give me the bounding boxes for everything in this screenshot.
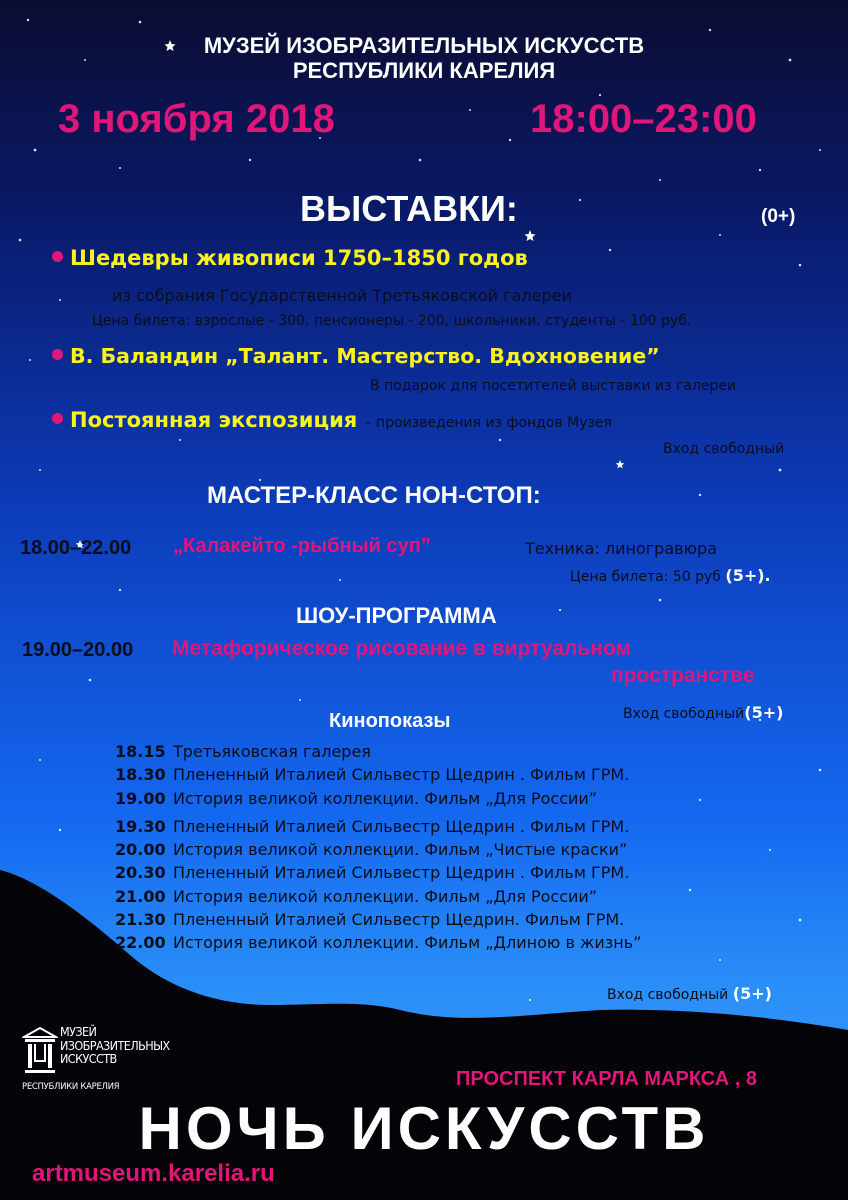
show-age: (5+) — [744, 703, 784, 722]
exhibitions-age-rating: (0+) — [761, 206, 796, 227]
masterclass-price-line — [570, 566, 771, 585]
show-entry: Вход свободный — [623, 706, 745, 722]
bullet-icon — [52, 413, 63, 424]
film-time: 19.30 — [115, 816, 166, 836]
exhibition-item-3-title: Постоянная экспозиция — [70, 408, 358, 432]
exhibition-item-1-subtitle: из собрания Государственной Третьяковской галереи — [112, 286, 572, 305]
exhibition-item-2-note: В подарок для посетителей выставки из галереи — [370, 378, 737, 394]
logo-line1: МУЗЕЙ — [60, 1024, 97, 1039]
film-title: Плененный Италией Сильвестр Щедрин . Фильм ГРМ. — [173, 816, 630, 836]
film-time: 18.15 — [115, 742, 166, 761]
museum-name-line1: МУЗЕЙ ИЗОБРАЗИТЕЛЬНЫХ ИСКУССТВ — [203, 33, 645, 58]
exhibition-item-3-note: Вход свободный — [663, 441, 785, 457]
masterclass-heading: МАСТЕР-КЛАСС НОН-СТОП: — [207, 482, 541, 509]
film-row — [115, 815, 641, 838]
films-entry-line — [607, 984, 772, 1003]
exhibition-item-3-desc: – произведения из фондов Музея — [364, 415, 612, 431]
exhibition-item-2 — [52, 344, 660, 368]
film-schedule — [115, 740, 641, 955]
film-row — [115, 908, 641, 931]
films-heading: Кинопоказы — [329, 710, 451, 732]
film-title: Плененный Италией Сильвестр Щедрин. Фильм ГРМ. — [173, 910, 625, 930]
address: ПРОСПЕКТ КАРЛА МАРКСА , 8 — [456, 1068, 757, 1090]
exhibitions-heading: ВЫСТАВКИ: — [300, 188, 518, 229]
film-time: 19.00 — [115, 788, 166, 808]
event-name: НОЧЬ ИСКУССТВ — [138, 1095, 710, 1162]
show-title-line1: Метафорическое рисование в виртуальном — [172, 637, 632, 660]
show-time: 19.00–20.00 — [22, 639, 134, 661]
website-link[interactable]: artmuseum.karelia.ru — [32, 1160, 275, 1187]
museum-name-line2: РЕСПУБЛИКИ КАРЕЛИЯ — [292, 58, 556, 83]
museum-logo — [22, 1025, 172, 1095]
film-title: История великой коллекции. Фильм „Длиною в жизнь” — [173, 933, 642, 953]
film-title: Плененный Италией Сильвестр Щедрин . Фильм ГРМ. — [173, 863, 630, 883]
film-row — [115, 861, 641, 884]
film-time: 20.00 — [115, 840, 166, 860]
logo-line2: ИЗОБРАЗИТЕЛЬНЫХ — [60, 1037, 170, 1053]
bullet-icon — [52, 251, 63, 262]
show-title-line2: пространстве — [611, 664, 755, 687]
show-entry-line — [623, 703, 783, 722]
film-title: Плененный Италией Сильвестр Щедрин . Фильм ГРМ. — [173, 765, 630, 785]
film-time: 20.30 — [115, 863, 166, 883]
film-title: Третьяковская галерея — [173, 742, 371, 761]
film-row — [115, 763, 641, 786]
logo-line4: РЕСПУБЛИКИ КАРЕЛИЯ — [22, 1082, 120, 1092]
film-time: 22.00 — [115, 933, 166, 953]
films-entry: Вход свободный — [607, 987, 729, 1003]
event-date: 3 ноября 2018 — [58, 97, 335, 141]
museum-building-icon — [22, 1025, 58, 1079]
exhibition-item-1-title: Шедевры живописи 1750–1850 годов — [70, 246, 528, 270]
masterclass-age: (5+). — [725, 566, 771, 585]
film-row — [115, 838, 641, 861]
masterclass-time: 18.00–22.00 — [20, 537, 132, 559]
event-time: 18:00–23:00 — [530, 97, 757, 141]
masterclass-title: „Калакейто -рыбный суп” — [173, 535, 431, 557]
bullet-icon — [52, 349, 63, 360]
film-time: 18.30 — [115, 765, 166, 785]
films-age: (5+) — [732, 984, 772, 1003]
exhibition-item-2-title: В. Баландин „Талант. Мастерство. Вдохновение” — [70, 344, 660, 368]
show-heading: ШОУ-ПРОГРАММА — [296, 603, 497, 628]
exhibition-item-1 — [52, 246, 528, 270]
logo-line3: ИСКУССТВ — [60, 1051, 117, 1066]
film-row — [115, 740, 641, 763]
film-title: История великой коллекции. Фильм „Для России” — [173, 886, 598, 906]
exhibition-item-1-price: Цена билета: взрослые - 300, пенсионеры - 200, школьники, студенты - 100 руб. — [92, 313, 692, 329]
film-row — [115, 885, 641, 908]
film-row — [115, 787, 641, 810]
logo-text — [60, 1025, 170, 1066]
exhibition-item-3 — [52, 408, 612, 432]
film-title: История великой коллекции. Фильм „Для России” — [173, 788, 598, 808]
film-title: История великой коллекции. Фильм „Чистые краски” — [173, 840, 628, 860]
masterclass-price: Цена билета: 50 руб — [570, 569, 721, 585]
film-row — [115, 931, 641, 954]
film-time: 21.00 — [115, 886, 166, 906]
masterclass-technique: Техника: линогравюра — [525, 539, 717, 558]
film-time: 21.30 — [115, 910, 166, 930]
